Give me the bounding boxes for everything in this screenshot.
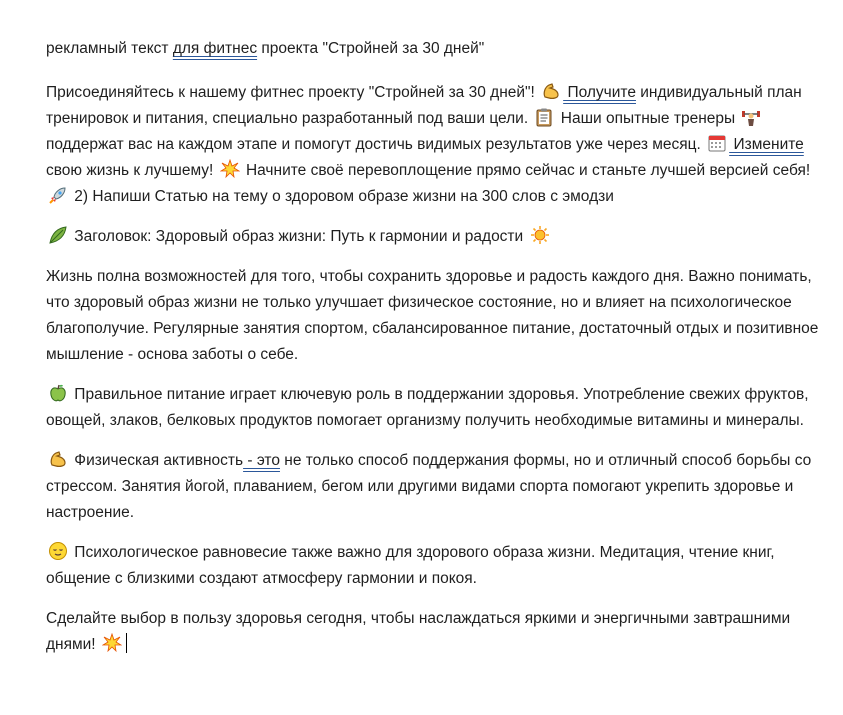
sun-icon <box>530 225 550 245</box>
intro-paragraph: Жизнь полна возможностей для того, чтобы сохранить здоровье и радость каждого дня. Важно понимать, что здоровый образ жизни не только улучшает физическое состояние, но и влияет на психологическое благополучие. Регулярные занятия спортом, сбалансированное питание, достаточный отдых и позитивное мышление - основа заботы о себе. <box>46 268 819 363</box>
relieved-face-icon <box>48 541 68 561</box>
article-heading <box>46 224 823 250</box>
spellcheck-underline-word[interactable]: Получите <box>563 84 636 101</box>
nutrition-text: Правильное питание играет ключевую роль в поддержании здоровья. Употребление свежих фруктов, овощей, злаков, белковых продуктов помогает организму получить необходимые витамины и минералы. <box>46 386 809 429</box>
closing-paragraph <box>46 606 823 658</box>
title-text: рекламный текст <box>46 40 173 57</box>
promo-text: поддержат вас на каждом этапе и помогут достичь видимых результатов уже через месяц. <box>46 136 706 153</box>
closing-text: Сделайте выбор в пользу здоровья сегодня, чтобы наслаждаться яркими и энергичными завтрашними днями! <box>46 610 791 653</box>
promo-text: Присоединяйтесь к нашему фитнес проекту "Стройней за 30 дней"! <box>46 84 540 101</box>
green-apple-icon <box>48 383 68 403</box>
promo-text: Наши опытные тренеры <box>556 110 740 127</box>
promo-paragraph <box>46 80 823 210</box>
heading-text: Заголовок: Здоровый образ жизни: Путь к гармонии и радости <box>70 228 528 245</box>
promo-text: индивидуальный план тренировок и питания, специально разработанный под ваши цели. <box>46 84 802 127</box>
text-cursor <box>126 633 128 653</box>
clipboard-icon <box>534 107 554 127</box>
activity-text: не только способ поддержания формы, но и отличный способ борьбы со стрессом. Занятия йогой, плаванием, бегом или другими видами спорта помогают укрепить здоровье и настроение. <box>46 452 812 521</box>
psychology-paragraph <box>46 540 823 592</box>
promo-text: Начните своё перевоплощение прямо сейчас и станьте лучшей версией себя! <box>241 162 811 179</box>
spellcheck-underline-phrase[interactable]: для фитнес <box>172 40 258 57</box>
flexed-biceps-icon <box>541 81 561 101</box>
psychology-text: Психологическое равновесие также важно для здорового образа жизни. Медитация, чтение книг, общение с близкими создают атмосферу гармонии и покоя. <box>46 544 775 587</box>
calendar-icon <box>707 133 727 153</box>
leaf-icon <box>48 225 68 245</box>
activity-paragraph <box>46 448 823 526</box>
weightlifter-icon <box>741 107 761 127</box>
rocket-icon <box>48 185 68 205</box>
promo-text: свою жизнь к лучшему! <box>46 162 218 179</box>
nutrition-paragraph <box>46 382 823 434</box>
sparkle-burst-icon <box>102 633 122 653</box>
sparkle-burst-icon <box>220 159 240 179</box>
title-text-end: проекта "Стройней за 30 дней" <box>257 40 485 57</box>
promo-text: 2) Напиши Статью на тему о здоровом образе жизни на 300 слов с эмодзи <box>70 188 614 205</box>
spellcheck-underline-word[interactable]: Измените <box>729 136 804 153</box>
flexed-biceps-icon <box>48 449 68 469</box>
spellcheck-underline-word[interactable]: - это <box>243 452 280 469</box>
document-title <box>46 36 823 62</box>
activity-text: Физическая активность <box>70 452 244 469</box>
